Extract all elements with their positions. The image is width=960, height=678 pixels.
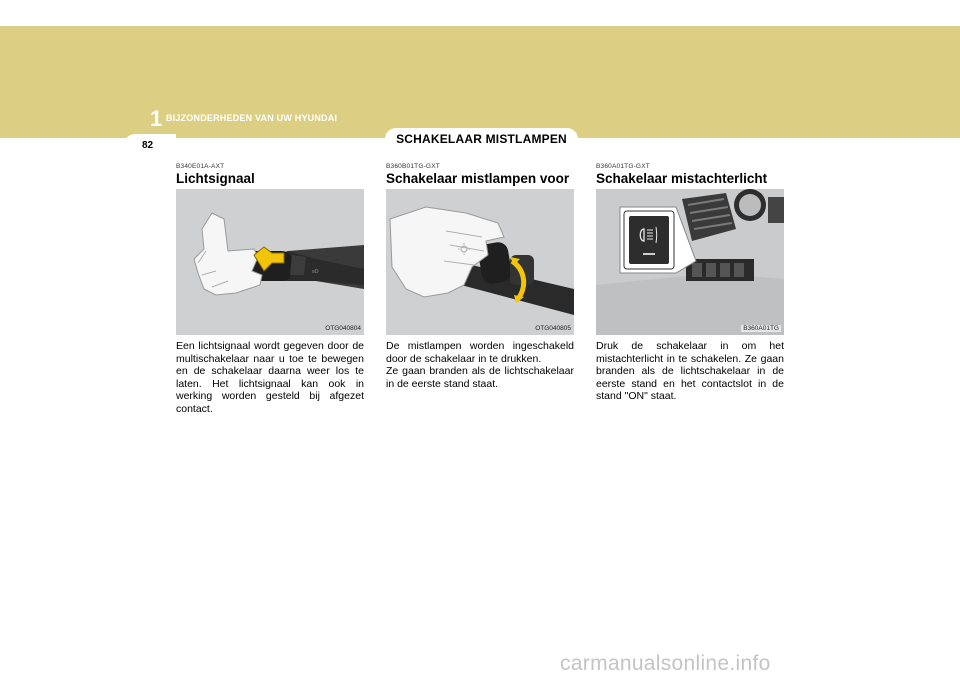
chapter-title: BIJZONDERHEDEN VAN UW HYUNDAI (166, 113, 338, 123)
header-band (0, 26, 960, 138)
body-paragraph: De mistlampen worden ingeschakeld door de schakelaar in te drukken. (386, 340, 574, 365)
reference-code: B340E01A-AXT (176, 163, 225, 170)
section-heading: Schakelaar mistlampen voor (386, 171, 570, 186)
image-code: OTG040805 (535, 325, 571, 332)
body-text (386, 340, 574, 390)
photo-hand-pulling-lever (176, 189, 364, 335)
reference-code: B360B01TG-GXT (386, 163, 440, 170)
page-number: 82 (142, 140, 154, 151)
section-heading: Lichtsignaal (176, 171, 255, 186)
body-text (596, 340, 784, 403)
image-code: OTG040804 (325, 325, 361, 332)
image-code: B360A01TG (743, 325, 779, 332)
photo-hand-turning-switch (386, 189, 574, 335)
section-rear-fog-switch (596, 163, 784, 403)
section-flash-signal (176, 163, 364, 415)
body-paragraph: Een lichtsignaal wordt gegeven door de multischakelaar naar u toe te bewegen en de schakelaar daarna weer los te laten. Het lichtsignaal kan ook in werking worden gesteld bij afgezet contact. (176, 340, 364, 415)
watermark: carmanualsonline.info (560, 652, 771, 675)
chapter-number: 1 (150, 106, 163, 131)
photo-dashboard-switch (596, 189, 784, 335)
body-paragraph: Druk de schakelaar in om het mistachterlicht in te schakelen. Ze gaan branden als de lichtschakelaar in de eerste stand en het contactslot in de stand "ON" staat. (596, 340, 784, 402)
section-title: SCHAKELAAR MISTLAMPEN (385, 128, 578, 150)
body-text (176, 340, 364, 415)
section-heading: Schakelaar mistachterlicht (596, 171, 768, 186)
body-paragraph: Ze gaan branden als de lichtschakelaar in de eerste stand staat. (386, 365, 574, 390)
svg-text:≡D: ≡D (312, 269, 319, 275)
section-front-fog-switch (386, 163, 574, 390)
reference-code: B360A01TG-GXT (596, 163, 650, 170)
